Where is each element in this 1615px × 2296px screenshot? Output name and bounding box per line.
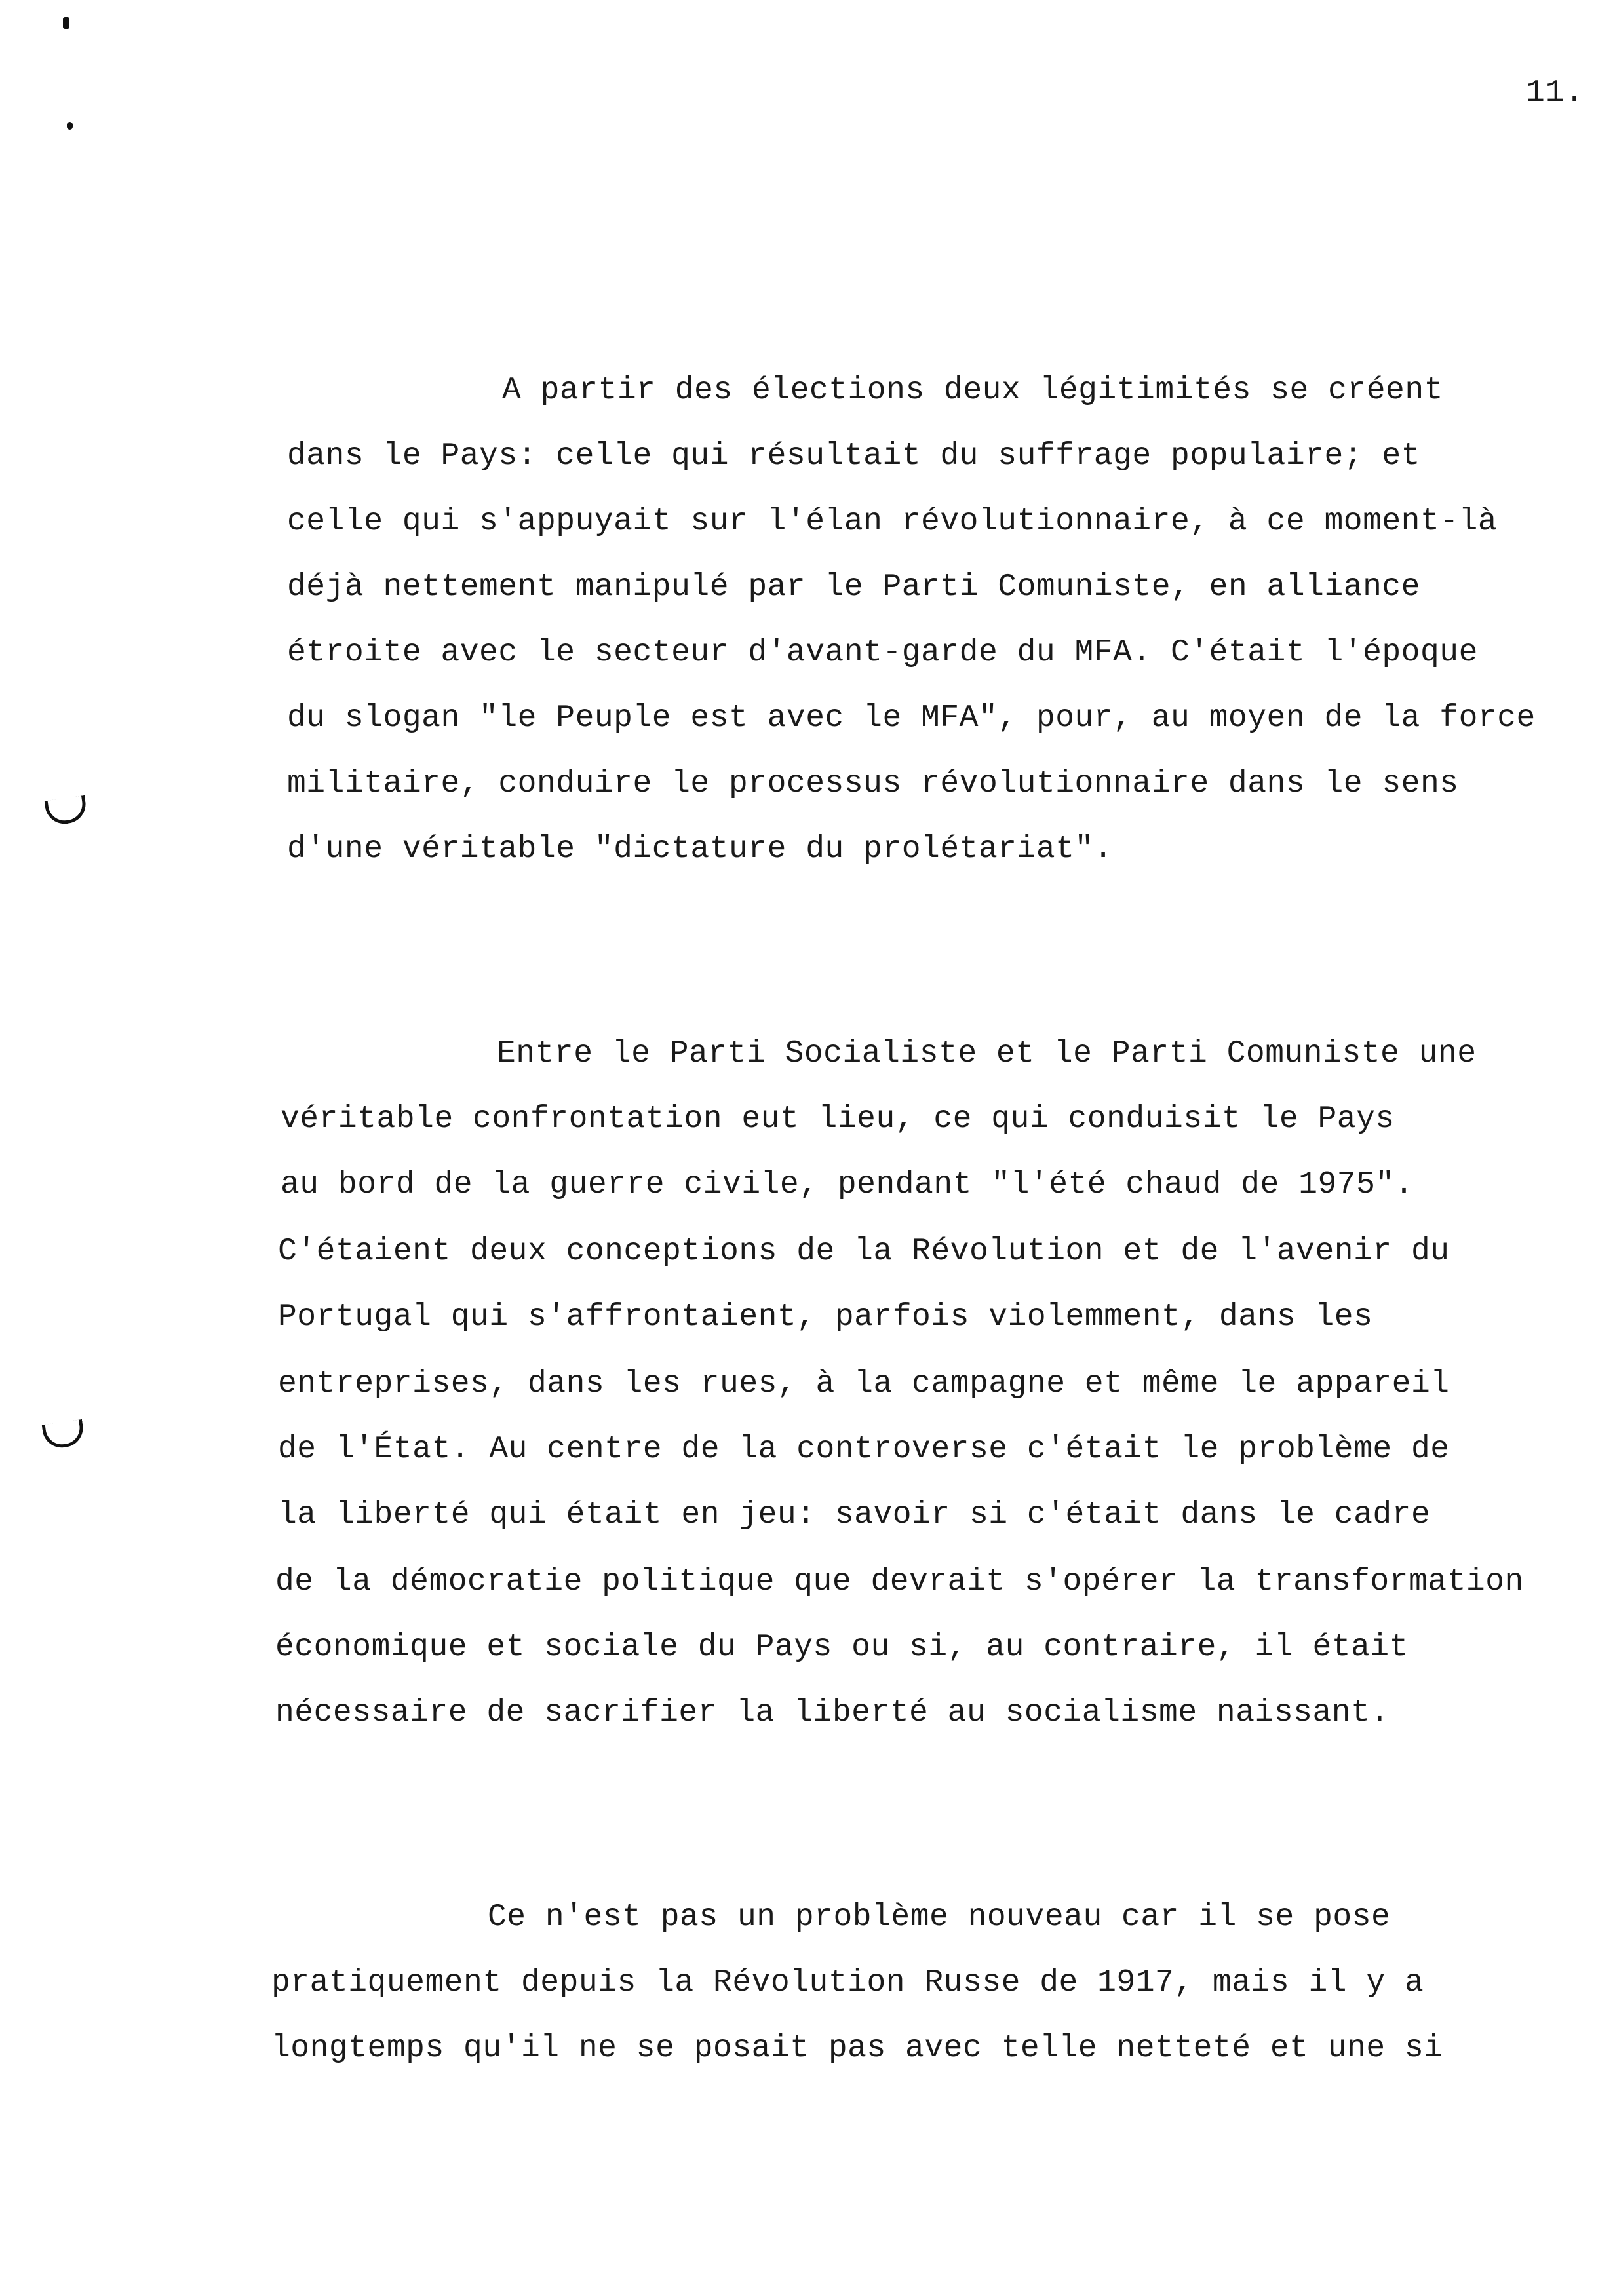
text-line: militaire, conduire le processus révolutionnaire dans le sens (287, 766, 1459, 801)
margin-mark (67, 122, 73, 130)
page-number: 11. (1526, 75, 1585, 111)
text-line: déjà nettement manipulé par le Parti Comuniste, en alliance (287, 569, 1420, 605)
text-line: dans le Pays: celle qui résultait du suffrage populaire; et (287, 438, 1420, 474)
margin-mark (63, 17, 69, 29)
text-line: Entre le Parti Socialiste et le Parti Comuniste une (497, 1036, 1477, 1071)
punch-hole-mark (45, 795, 88, 826)
text-line: la liberté qui était en jeu: savoir si c'était dans le cadre (278, 1497, 1431, 1533)
text-line: Portugal qui s'affrontaient, parfois violemment, dans les (278, 1299, 1373, 1335)
text-line: Ce n'est pas un problème nouveau car il se pose (488, 1900, 1391, 1935)
text-line: au bord de la guerre civile, pendant "l'été chaud de 1975". (281, 1167, 1414, 1202)
text-line: celle qui s'appuyait sur l'élan révolutionnaire, à ce moment-là (287, 504, 1498, 539)
text-line: étroite avec le secteur d'avant-garde du MFA. C'était l'époque (287, 635, 1478, 670)
text-line: pratiquement depuis la Révolution Russe de 1917, mais il y a (271, 1965, 1424, 2000)
text-line: de la démocratie politique que devrait s'opérer la transformation (275, 1564, 1524, 1599)
text-line: véritable confrontation eut lieu, ce qui conduisit le Pays (281, 1101, 1395, 1137)
text-line: économique et sociale du Pays ou si, au contraire, il était (275, 1630, 1409, 1665)
text-line: du slogan "le Peuple est avec le MFA", pour, au moyen de la force (287, 700, 1536, 736)
text-line: d'une véritable "dictature du prolétariat". (287, 832, 1114, 867)
punch-hole-mark (42, 1419, 86, 1450)
text-line: entreprises, dans les rues, à la campagne et même le appareil (278, 1366, 1450, 1402)
text-line: nécessaire de sacrifier la liberté au socialisme naissant. (275, 1695, 1390, 1731)
text-line: de l'État. Au centre de la controverse c'était le problème de (278, 1432, 1450, 1467)
text-line: C'étaient deux conceptions de la Révolution et de l'avenir du (278, 1234, 1450, 1269)
text-line: A partir des élections deux légitimités se créent (502, 373, 1443, 408)
text-line: longtemps qu'il ne se posait pas avec telle netteté et une si (271, 2031, 1443, 2066)
